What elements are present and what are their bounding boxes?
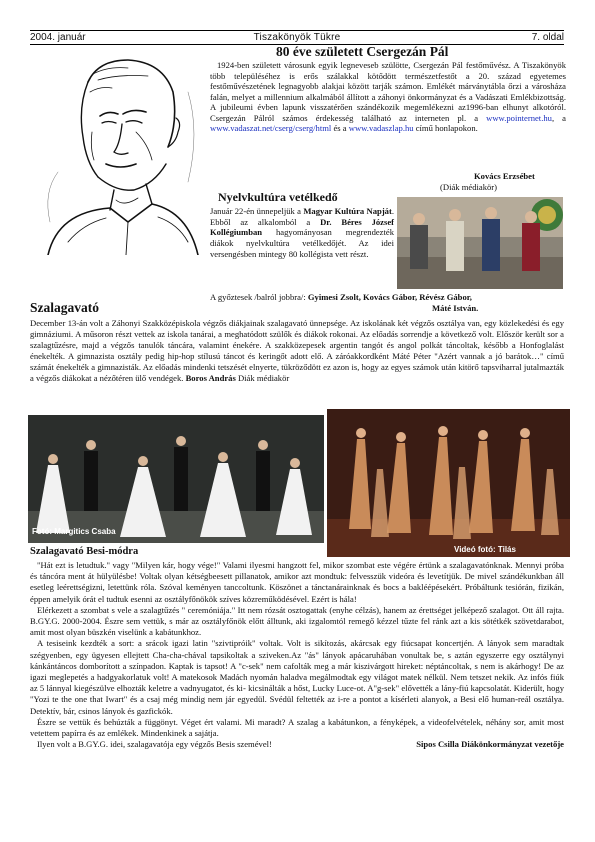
- winners-names-line2: Máté István.: [432, 303, 479, 313]
- article-csergezan-paragraph: [210, 60, 566, 134]
- nyelv-text-a: Január 22-én ünnepeljük a: [210, 206, 304, 216]
- besi-paragraph-2: Elérkezett a szombat s vele a szalagtűzés " ceremóniája." Itt nem rózsát osztogattak (enyhe célzás), hanem az érettséget jelképező szalagot. Ott áll rajta. B.GY.G. 2000-2004. Észre sem vettük, s már az osztályfőnök előtt álltunk, aki izgalomtól remegő kézzel tűzte fel ránk azt a kis sötétkék szövetdarabot, amit most olyan büszkén viselünk a kabátunkhoz.: [30, 604, 564, 638]
- portrait-sketch-image: [28, 52, 204, 255]
- header-publication: Tiszakönyök Tükre: [253, 32, 341, 43]
- article-title-szalagavato: Szalagavató: [30, 300, 99, 315]
- article-title-besi-modra: Szalagavató Besi-módra: [30, 546, 139, 557]
- nyelv-bold-kollegium: Dr. Béres József Kollégiumban: [210, 216, 394, 238]
- szalagavato-paragraph: [30, 318, 564, 385]
- header-page-number: 7. oldal: [531, 32, 564, 43]
- link-pointernet[interactable]: www.pointernet.hu: [486, 112, 552, 123]
- csergezan-text-c: és a: [331, 123, 349, 133]
- article-nyelvkultura-body: [210, 206, 394, 260]
- csergezan-text-b: , a: [551, 112, 566, 123]
- article-title-nyelvkultura: Nyelvkultúra vetélkedő: [218, 190, 338, 204]
- page-header: [30, 32, 564, 43]
- author-sipos: Sipos Csilla Diákönkormányzat vezetője: [416, 739, 564, 750]
- link-vadaszlap[interactable]: www.vadaszlap.hu: [348, 123, 414, 133]
- article-besi-body: [30, 560, 564, 750]
- author-kovacs: Kovács Erzsébet: [474, 171, 535, 181]
- article-csergezan-body: [210, 60, 566, 134]
- besi-paragraph-3: A tesiseink kezdték a sort: a srácok igazi latin "szivtipróik" voltak. Volt is sikítozás, akárcsak egy fiúcsapat koncertjén. A lányok sem maradtak szégyenben, egy ügyesen ellejtett Cha-cha-chával tapsikoltak a sziveken.Az "ás" lányok apácaruhában vonultak be, s aztán egyszerre egy osztálynyi kánkántáncos domborított a színpadon. Kaptak is tapsot! A "c-sek" nem cafolták meg a már kiszivárgott hireket: néptáncoltak, s nem is akárhogy! De az igazi meglepetés a hadgyakorlatuk volt! A matekosok Madách nyomán haladva megálmodtak egy világot matek nélkül. Nem tetszet nekik. Az infós fiúk az 5 lánnyal kiegészülve elhozták keletre a vadnyugatot, és ki- kicsinálták a hőst, Lucky Luce-ot. A"g-sek" elővették a lány-fiú kapcsolatát. Kiderült, hogy "Yozi te the one that Iwart" és a csaj még mindig nem jár egyedül. Svédül feltették az i-re a pontot a kísérleti alanyok, a Besi elő human-reál osztálya. Detektív, bár, csinos lányok és gazfickók.: [30, 638, 564, 716]
- header-rule-top: [30, 30, 564, 31]
- photo-credit-tilas: Videó fotó: Tilás: [454, 545, 516, 554]
- besi-paragraph-4: Észre se vettük és behúzták a függönyt. Véget ért valami. Mi maradt? A szalag a kabátunkon, a fényképek, a videofelvételek, néhány sor, amit most vetettem papírra és az emlékek. Mindenkinek a sajátja.: [30, 716, 564, 739]
- besi-closing: [30, 739, 564, 750]
- winners-photo: [397, 197, 563, 289]
- szalagavato-text: December 13-án volt a Záhonyi Szakközépiskola végzős diákjainak szalagavató ünnepsége. Az iskolának két végzős osztálya van, egy közlekedési és egy gimnáziumi. A műsoron részt vettek az iskola tanárai, a meghatódott szülők és diákok rokonai. Az előadás sorrendje a következő volt. Először került sor a szalagtűzésre, majd a végzős tanulók táncára, valamint énekére. A szakközepesek argentin tangót és angol polkát táncoltak, később a Honfoglalást énekelték. A gimnazista osztály pedig hip-hop stílusú táncot és keringőt adott elő. A záróakkordként Máté Péter "Azért vannak a jó barátok…" című számát énekelték a gimnazisták. Az előadás mindenki tetszését elnyerte, tükröződött ez azon is, hogy az egyes számok után kitörő tapsviharral jutalmazták a végzős diákokat a nézőtéren ülő vendégek.: [30, 318, 564, 384]
- besi-paragraph-1: "Hát ezt is letudtuk." vagy "Milyen kár, hogy vége!" Valami ilyesmi hangzott fel, mikor szombat este végére értünk a szalagavatónknak. Mennyi próba és táncóra ment át hülyülésbe! Voltak olyan kétségbeesett pillanatok, amikor azt mondtuk: felvesszük videóra és levetítjük. De mivel szándékunkban áll esetleg leérettségizni, letettünk róla. Szóval keményen tanccoltunk. Köszönet a tánctanárainknak és bocs a bakléépésekért. Próbáltunk tesiórán, fizikán, éppen amelyik órát el tudtuk esenni az osztályfőnökök szíves közreműködésével. Ezért is hála!: [30, 560, 564, 604]
- winners-intro: A győztesek /balról jobbra/:: [210, 292, 308, 302]
- author-role-kovacs: (Diák médiakör): [440, 182, 498, 192]
- nyelv-bold-kultura-napja: Magyar Kultúra Napját: [303, 206, 392, 216]
- nyelv-text-b: . Ebből az alkalomból a: [210, 206, 394, 227]
- winners-caption: [210, 292, 564, 303]
- photo-credit-margitics: Fotó: Margitics Csaba: [32, 527, 116, 536]
- article-title-csergezan: 80 éve született Csergezán Pál: [276, 44, 449, 59]
- author-role-boros: Diák médiakör: [235, 373, 290, 384]
- csergezan-text-d: című honlapokon.: [413, 123, 478, 133]
- header-date: 2004. január: [30, 32, 86, 43]
- dance-photo-stage: [327, 409, 570, 557]
- nyelvkultura-paragraph: [210, 206, 394, 260]
- article-szalagavato-body: [30, 318, 564, 385]
- author-boros: Boros András: [185, 373, 236, 384]
- besi-closing-text: Ilyen volt a B.GY.G. idei, szalagavatója egy végzős Besis szemével!: [37, 739, 272, 750]
- nyelv-text-c: hagyományosan megrendezték diákok nyelvkultúra vetélkedőjét. Az idei versengésben mintegy 80 kollégista vett részt.: [210, 227, 394, 259]
- winners-names-line1: Gyimesi Zsolt, Kovács Gábor, Révész Gábor,: [307, 292, 472, 302]
- link-vadaszat[interactable]: www.vadaszat.net/cserg/cserg/html: [210, 123, 332, 133]
- dance-photo-white-dresses: [28, 415, 324, 543]
- csergezan-text-a: 1924-ben született városunk egyik legneveseb szülötte, Csergezán Pál festőművész. A Tiszakönyök több településéhez is erős szálakkal kötődött természetfestőt a 20. század egyetemes festőművészetének legnagyobb alakjai között tarják számon. Emlékét márványtábla őrzi a városháza falán, melyet a millennium alkalmából állított a záhonyi önkormányzat és a Vadászati Emlékbizottság. A jubileumi évben lapunk visszatérően szándékozik megemlékezni az1996-ban elhunyt alkotóról. Csergezán Pálról számos érdekesség található az interneten pl. a: [210, 60, 566, 123]
